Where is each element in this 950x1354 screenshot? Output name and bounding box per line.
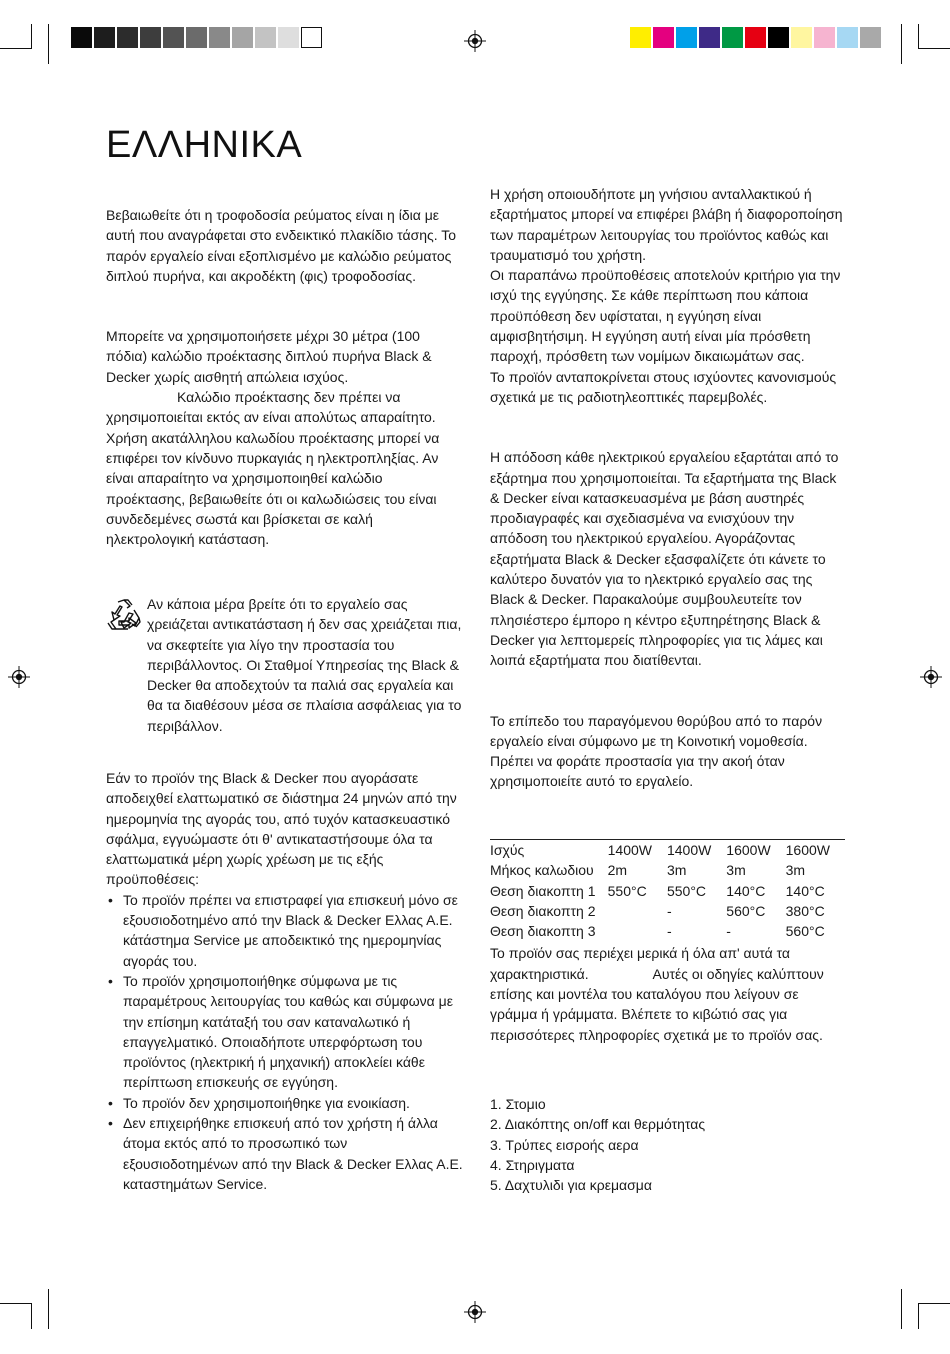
spec-value: 140°C — [785, 882, 825, 899]
color-swatch — [745, 27, 766, 48]
spec-value: 1400W — [608, 840, 667, 861]
registration-mark-icon — [920, 666, 942, 688]
crop-mark — [918, 1303, 950, 1304]
color-swatch — [699, 27, 720, 48]
spec-label: Θεση διακοπτη 2 — [490, 902, 596, 919]
color-swatch — [117, 27, 138, 48]
warranty-condition-item: • Το προϊόν δεν χρησιμοποιήθηκε για ενοικίαση. — [106, 1093, 464, 1113]
crop-mark — [918, 1303, 919, 1329]
crop-mark — [918, 24, 919, 48]
spec-label: Θεση διακοπτη 3 — [490, 923, 596, 940]
spec-value: 550°C — [666, 882, 707, 899]
spec-value: 380°C — [785, 902, 825, 919]
spec-row — [490, 921, 845, 941]
right-column — [490, 184, 848, 792]
features-note-text: Το προϊόν σας περιέχει μερικά ή όλα απ' αυτά τα χαρακτηριστικά. — [490, 945, 791, 982]
color-swatch — [722, 27, 743, 48]
crop-mark — [31, 24, 32, 48]
parts-list — [490, 1094, 848, 1195]
part-item: 5. Δαχτυλιδι για κρεμασμα — [490, 1177, 652, 1194]
warranty-condition-item: • Το προϊόν πρέπει να επιστραφεί για επισκευή μόνο σε εξουσιοδοτημένο από την Black & Decker Ελλας Α.Ε. κάτάστημα Service με αποδεικτικό της ημερομηνίας αγοράς του. — [106, 890, 464, 971]
color-swatch — [791, 27, 812, 48]
accessories-paragraph: Η απόδοση κάθε ηλεκτρικού εργαλείου εξαρτάται από το εξάρτημα που χρησιμοποιείται. Τα εξαρτήματα της Black & Decker είναι κατασκευασμένα με βάση αυστηρές προδιαγραφές και σχεδιασμένα να ενισχύουν την απόδοση του ηλεκτρικού εργαλείου. Αγοράζοντας εξαρτήματα Black & Decker εξασφαλίζετε ότι κάνετε το καλύτερο δυνατόν για το ηλεκτρικό εργαλείο σας της Black & Decker. Παρακαλούμε συμβουλευτείτε τον πλησιέστερο έμπορο η κέντρο εξυπηρέτησης Black & Decker για λεπτομερείς πληροφορίες για τις λάμες και λοιπά εξαρτήματα που διατίθενται. — [490, 449, 839, 669]
spec-value: 550°C — [607, 882, 647, 899]
warranty-condition-item: • Το προϊόν χρησιμοποιήθηκε σύμφωνα με τις παραμέτρους λειτουργίας του καθώς και σύμφωνα με την επίσημη κατάταξή του σαν καταναλωτικό ή επαγγελματικό. Οποιαδήποτε υπερφόρτωση του προϊόντος (ηλεκτρική ή μηχανική) αποκλείει κάθε περίπτωση επισκευής σε εγγύηση. — [106, 971, 464, 1093]
spec-value: 140°C — [726, 882, 766, 899]
color-swatch — [140, 27, 161, 48]
spec-value — [608, 921, 667, 941]
color-swatch — [278, 27, 299, 48]
spec-value: 560°C — [785, 923, 825, 940]
warranty-block — [106, 768, 464, 1194]
left-column — [106, 205, 464, 549]
part-item: 2. Διακόπτης on/off και θερμότητας — [490, 1116, 706, 1133]
spec-row — [490, 860, 845, 880]
environment-paragraph: Αν κάποια μέρα βρείτε ότι το εργαλείο σας χρειάζεται αντικατάσταση ή δεν σας χρειάζεται πια, να σκεφτείτε για λίγο την προστασία του περιβάλλοντος. Οι Σταθμοί Υπηρεσίας της Black & Decker θα αποδεχτούν τα παλιά σας εργαλεία και θα τα διαθέσουν μέσα σε πλαίσια ασφάλειας για το περιβάλλον. — [147, 596, 462, 734]
warranty-conditions-list — [106, 890, 464, 1194]
registration-mark-icon — [464, 1301, 486, 1323]
color-swatch — [71, 27, 92, 48]
color-swatch — [255, 27, 276, 48]
spec-value: 2m — [607, 862, 628, 879]
spec-label: Ισχύς — [490, 840, 608, 861]
crop-mark — [0, 1303, 32, 1304]
warranty-paragraph: Εάν το προϊόν της Black & Decker που αγοράσατε αποδειχθεί ελαττωματικό σε διάστημα 24 μηνών από την ημερομηνία της αγοράς του, από τυχόν κατασκευαστικό σφάλμα, εγγυώμαστε ότι θ' αντικαταστήσουμε όλα τα ελαττωματικά μέρη χωρίς χρέωση με τις εξής προϋποθέσεις: — [106, 770, 457, 888]
crop-mark — [31, 1303, 32, 1329]
spec-value: 3m — [726, 862, 746, 879]
color-swatch — [860, 27, 881, 48]
spec-value: 3m — [666, 862, 687, 879]
spec-label: Μήκος καλωδιου — [490, 862, 594, 879]
part-item: 3. Τρύπες εισροής αερα — [490, 1136, 639, 1153]
crop-mark — [48, 24, 49, 64]
spec-value: 1400W — [667, 840, 726, 861]
crop-mark — [918, 48, 950, 49]
color-swatch — [676, 27, 697, 48]
part-item: 4. Στηριγματα — [490, 1156, 575, 1173]
environment-block — [147, 594, 465, 736]
crop-mark — [901, 24, 902, 64]
color-swatch — [814, 27, 835, 48]
interference-paragraph: Το προϊόν ανταποκρίνεται στους ισχύοντες κανονισμούς σχετικά με τις ραδιοτηλεοπτικές παρεμβολές. — [490, 368, 837, 405]
color-swatch — [94, 27, 115, 48]
specs-block — [490, 839, 848, 1045]
color-swatch — [768, 27, 789, 48]
grayscale-color-bar — [71, 27, 324, 48]
spec-value: 1600W — [726, 840, 785, 861]
part-item: 1. Στομιο — [490, 1096, 546, 1112]
color-swatch — [163, 27, 184, 48]
spec-value: 1600W — [786, 840, 845, 861]
color-swatch — [301, 27, 322, 48]
spec-value: - — [666, 923, 672, 940]
spec-value: 3m — [785, 862, 806, 879]
color-bar — [630, 27, 883, 48]
crop-mark — [0, 48, 32, 49]
non-genuine-parts-paragraph: Η χρήση οποιουδήποτε μη γνήσιου ανταλλακτικού ή εξαρτήματος μπορεί να επιφέρει βλάβη ή διαφοροποίηση των παραμέτρων λειτουργίας του προϊόντος καθώς και τραυματισμό του χρήστη. — [490, 186, 843, 263]
extension-cable-warning: Καλώδιο προέκτασης δεν πρέπει να χρησιμοποιείται εκτός αν είναι απολύτως απαραίτητο. Χρήση ακατάλληλου καλωδίου προέκτασης μπορεί να επιφέρει τον κίνδυνο πυρκαγιάς η ηλεκτροπληξίας. Αν είναι απαραίτητο να χρησιμοποιηθεί καλώδιο προέκτασης, βεβαιωθείτε ότι οι καλωδιώσεις του είναι συνδεδεμένες σωστά και βρίσκεται σε καλή ηλεκτρολογική κατάσταση. — [106, 389, 440, 548]
mains-supply-paragraph: Βεβαιωθείτε ότι η τροφοδοσία ρεύματος είναι η ίδια με αυτή που αναγράφεται στο ενδεικτικό πλακίδιο τάσης. Το παρόν εργαλείο είναι εξοπλισμένο με καλώδιο ρεύματος διπλού πυρήνα, και ακροδέκτη (φις) τροφοδοσίας. — [106, 207, 457, 284]
spec-value: - — [666, 902, 672, 919]
noise-paragraph: Το επίπεδο του παραγόμενου θορύβου από το παρόν εργαλείο είναι σύμφωνο με τη Κοινοτική νομοθεσία. Πρέπει να φοράτε προστασία για την ακοή όταν χρησιμοποιείτε αυτό το εργαλείο. — [490, 712, 823, 790]
color-swatch — [209, 27, 230, 48]
features-note — [490, 943, 848, 1044]
extension-cable-paragraph: Μπορείτε να χρησιμοποιήσετε μέχρι 30 μέτρα (100 πόδια) καλώδιο προέκτασης διπλού πυρήνα Black & Decker χωρίς αισθητή απώλεια ισχύος. — [106, 328, 432, 385]
spec-row — [490, 881, 845, 901]
warranty-condition-item: • Δεν επιχειρήθηκε επισκευή από τον χρήστη ή άλλα άτομα εκτός από το προσωπικό των εξουσιοδοτημένων από την Black & Decker Ελλας Α.Ε. καταστημάτων Service. — [106, 1113, 464, 1194]
parts-block — [490, 1094, 848, 1195]
spec-value — [608, 901, 667, 921]
spec-row — [490, 901, 845, 921]
recycle-icon — [106, 598, 142, 632]
spec-value: 560°C — [726, 902, 766, 919]
color-swatch — [630, 27, 651, 48]
crop-mark — [48, 1289, 49, 1329]
specifications-table — [490, 839, 845, 941]
crop-mark — [901, 1289, 902, 1329]
color-swatch — [232, 27, 253, 48]
color-swatch — [837, 27, 858, 48]
spec-value: - — [726, 923, 731, 940]
color-swatch — [653, 27, 674, 48]
registration-mark-icon — [8, 666, 30, 688]
spec-label: Θεση διακοπτη 1 — [490, 882, 596, 899]
spec-row — [490, 840, 845, 861]
warranty-criteria-paragraph: Οι παραπάνω προϋποθέσεις αποτελούν κριτήριο για την ισχύ της εγγύησης. Σε κάθε περίπτωση που κάποια προϋπόθεση δεν υφίσταται, η εγγύηση είναι αμφισβητήσιμη. Η εγγύηση αυτή είναι μία πρόσθετη παροχή, πρόσθετη των νομίμων δικαιωμάτων σας. — [490, 267, 841, 365]
models-note-text: Αυτές οι οδηγίες καλύπτουν επίσης και μοντέλα του καταλόγου που λείγουν σε γράμμα ή γράμματα. Βλέπετε το κιβώτιό σας για περισσότερες πληροφορίες σχετικά με το προϊόν σας. — [490, 965, 824, 1043]
page-title: ΕΛΛΗΝΙΚΑ — [106, 124, 303, 166]
registration-mark-icon — [464, 30, 486, 52]
color-swatch — [186, 27, 207, 48]
